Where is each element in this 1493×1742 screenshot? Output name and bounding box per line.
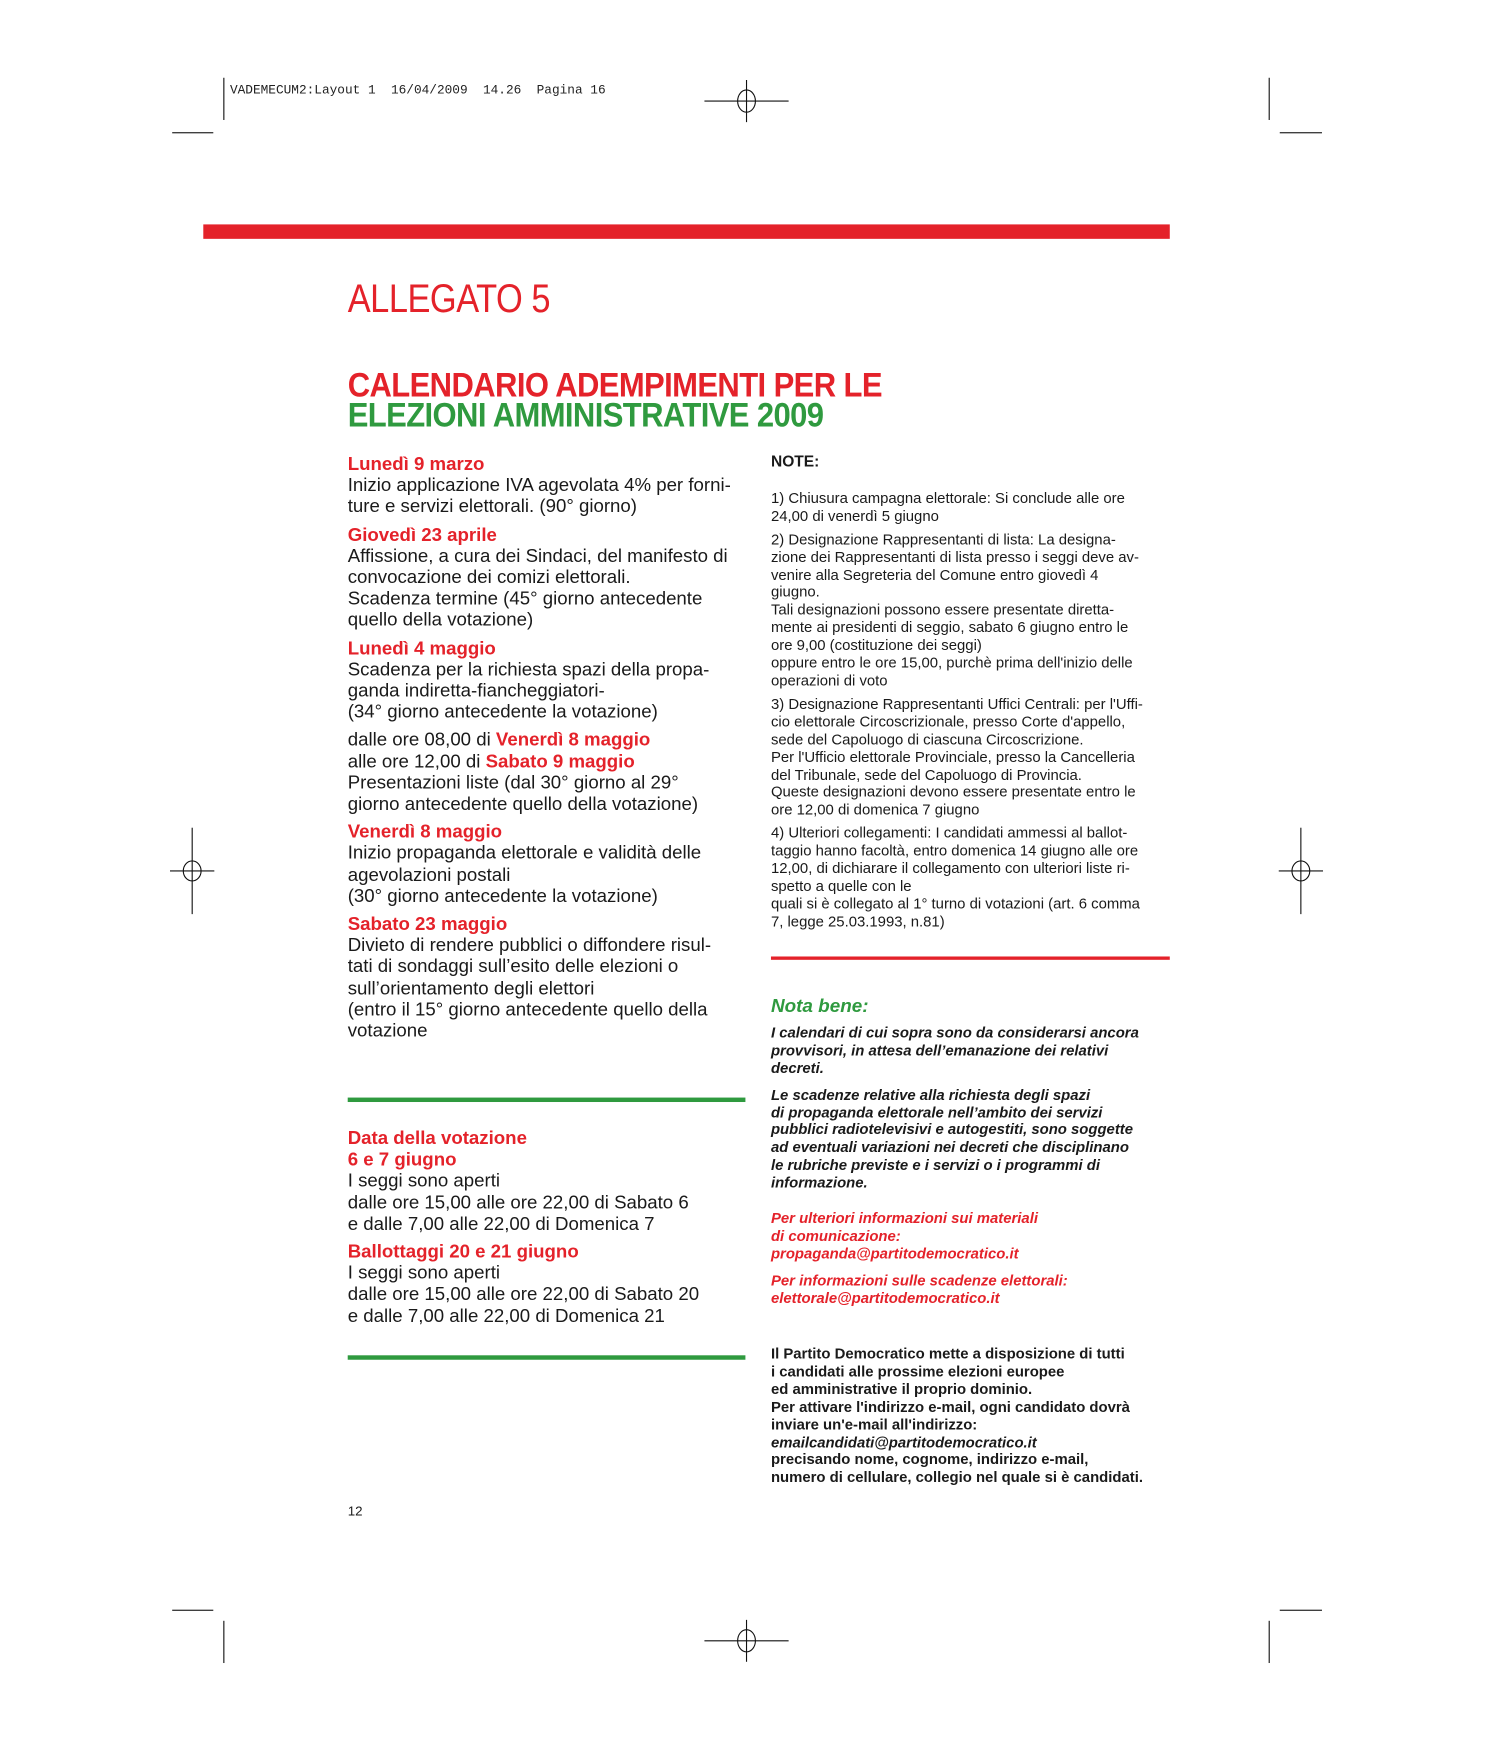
- registration-mark-icon: [704, 1620, 788, 1662]
- text-line: propaganda@partitodemocratico.it: [770, 1245, 1019, 1262]
- text-line: 24,00 di venerdì 5 giugno: [770, 507, 939, 525]
- text-line: Tali designazioni possono essere presentate diretta-: [770, 601, 1115, 619]
- voting-heading: 6 e 7 giugno: [347, 1148, 457, 1171]
- calendar-date: Lunedì 4 maggio: [347, 637, 496, 659]
- print-slug: VADEMECUM2:Layout 1 16/04/2009 14.26 Pagina 16: [229, 83, 606, 98]
- text-line: provvisori, in attesa dell’emanazione dei relativi: [770, 1041, 1109, 1059]
- text-line: venire alla Segreteria del Comune entro giovedì 4: [770, 566, 1099, 583]
- calendar-entry: [348, 453, 753, 517]
- calendar-date: Sabato 9 maggio: [485, 750, 635, 772]
- voting-heading: Ballottaggi 20 e 21 giugno: [347, 1240, 579, 1262]
- text-line: Per l'Ufficio elettorale Provinciale, presso la Cancelleria: [770, 748, 1135, 765]
- text-line: cio elettorale Circoscrizionale, presso Corte d'appello,: [770, 712, 1126, 730]
- page-number: 12: [347, 1503, 363, 1519]
- note-item: [771, 531, 1173, 690]
- text-line: Presentazioni liste (dal 30° giorno al 29°: [347, 771, 679, 794]
- text-line: sede del Capoluogo di ciascuna Circoscrizione.: [770, 730, 1084, 748]
- text-line: ore 9,00 (costituzione dei seggi): [770, 636, 982, 654]
- headline-line-2: ELEZIONI AMMINISTRATIVE 2009: [347, 395, 824, 435]
- text-line: ganda indiretta-fiancheggiatori-: [347, 679, 605, 702]
- page-headline: [347, 365, 882, 435]
- headline-line-1: CALENDARIO ADEMPIMENTI PER LE: [347, 365, 882, 405]
- calendar-entry: [348, 729, 753, 814]
- text-line: Scadenza termine (45° giorno antecedente: [347, 587, 703, 610]
- text-line: quali si è collegato al 1° turno di votazioni (art. 6 comma: [770, 895, 1140, 912]
- text-line: mente ai presidenti di seggio, sabato 6 giugno entro le: [770, 619, 1129, 636]
- text-line: giugno.: [770, 583, 820, 601]
- contact-info: [771, 1272, 1173, 1307]
- calendar-entry: [348, 524, 753, 631]
- text-line: ed amministrative il proprio dominio.: [770, 1380, 1033, 1398]
- text-line: 12,00, di dichiarare il collegamento con ulteriori liste ri-: [770, 859, 1130, 877]
- text-line: e dalle 7,00 alle 22,00 di Domenica 21: [347, 1304, 665, 1326]
- text-fragment: alle ore 12,00 di: [347, 750, 486, 772]
- text-line: precisando nome, cognome, indirizzo e-mail,: [770, 1451, 1089, 1468]
- text-line: dalle ore 15,00 alle ore 22,00 di Sabato 6: [347, 1191, 689, 1213]
- nota-bene-paragraph: [771, 1024, 1173, 1077]
- text-line: del Tribunale, sede del Capoluogo di Provincia.: [770, 765, 1082, 783]
- top-red-bar: [203, 224, 1169, 238]
- text-line: Scadenza per la richiesta spazi della propa-: [347, 658, 710, 680]
- notes-section: [771, 453, 1173, 936]
- text-line: 7, legge 25.03.1993, n.81): [770, 912, 945, 930]
- voting-entry: [348, 1241, 753, 1326]
- mixed-line: [348, 751, 753, 772]
- registration-mark-icon: [170, 828, 214, 915]
- text-line: oppure entro le ore 15,00, purchè prima dell'inizio delle: [770, 654, 1133, 672]
- text-line: 4) Ulteriori collegamenti: I candidati ammessi al ballot-: [770, 824, 1128, 842]
- text-line: ad eventuali variazioni nei decreti che disciplinano: [770, 1139, 1129, 1156]
- text-line: (34° giorno antecedente la votazione): [347, 701, 658, 723]
- calendar-date: Sabato 23 maggio: [347, 913, 508, 935]
- calendar-entry: [348, 821, 753, 906]
- text-line: dalle ore 15,00 alle ore 22,00 di Sabato 20: [347, 1283, 700, 1305]
- text-line: giorno antecedente quello della votazione): [347, 793, 699, 815]
- text-line: e dalle 7,00 alle 22,00 di Domenica 7: [347, 1212, 655, 1235]
- nota-bene-paragraph: [771, 1086, 1173, 1192]
- candidate-email-link[interactable]: emailcandidati@partitodemocratico.it: [770, 1433, 1037, 1451]
- text-line: di comunicazione:: [770, 1227, 901, 1245]
- text-line: zione dei Rappresentanti di lista presso i seggi deve av-: [770, 548, 1139, 566]
- text-line: (30° giorno antecedente la votazione): [347, 885, 658, 907]
- text-line: numero di cellulare, collegio nel quale si è candidati.: [770, 1468, 1143, 1486]
- green-divider: [348, 1355, 746, 1359]
- calendar-column: [348, 453, 753, 1048]
- note-item: [771, 490, 1173, 525]
- voting-entry: [348, 1128, 753, 1235]
- text-line: Per attivare l'indirizzo e-mail, ogni candidato dovrà: [770, 1398, 1130, 1415]
- text-line: i candidati alle prossime elezioni europee: [770, 1362, 1065, 1380]
- text-line: informazione.: [770, 1174, 868, 1192]
- text-line: 3) Designazione Rappresentanti Uffici Centrali: per l'Uffi-: [770, 695, 1143, 712]
- text-line: Per informazioni sulle scadenze elettorali:: [770, 1271, 1068, 1289]
- text-line: Divieto di rendere pubblici o diffondere risul-: [347, 934, 712, 956]
- text-line: ore 12,00 di domenica 7 giugno: [770, 801, 980, 818]
- text-line: 1) Chiusura campagna elettorale: Si conclude alle ore: [770, 489, 1125, 507]
- pd-email-info: [771, 1345, 1173, 1486]
- registration-mark-icon: [704, 80, 788, 122]
- text-line: taggio hanno facoltà, entro domenica 14 giugno alle ore: [770, 842, 1139, 859]
- contact-info: [771, 1210, 1173, 1263]
- calendar-date: Giovedì 23 aprile: [347, 523, 497, 546]
- text-line: agevolazioni postali: [347, 863, 511, 886]
- text-line: le rubriche previste e i servizi o i programmi di: [770, 1156, 1100, 1174]
- text-line: quello della votazione): [347, 609, 534, 631]
- text-fragment: dalle ore 08,00 di: [347, 729, 496, 751]
- text-line: spetto a quelle con le: [770, 877, 912, 895]
- note-item: [771, 695, 1173, 819]
- text-line: Inizio applicazione IVA agevolata 4% per forni-: [347, 474, 731, 496]
- calendar-entry: [348, 913, 753, 1041]
- calendar-date: Venerdì 8 maggio: [495, 729, 651, 751]
- text-line: I seggi sono aperti: [347, 1170, 501, 1192]
- text-line: operazioni di voto: [770, 672, 888, 689]
- text-line: decreti.: [770, 1059, 824, 1077]
- text-line: I seggi sono aperti: [347, 1262, 501, 1284]
- calendar-date: Lunedì 9 marzo: [347, 453, 485, 475]
- text-line: pubblici radiotelevisivi e autogestiti, sono soggette: [770, 1121, 1134, 1139]
- text-line: inviare un'e-mail all'indirizzo:: [770, 1415, 978, 1433]
- calendar-entry: [348, 637, 753, 722]
- nota-bene-title: Nota bene:: [770, 995, 869, 1017]
- text-line: votazione: [347, 1019, 428, 1042]
- voting-dates: [348, 1128, 753, 1333]
- text-line: elettorale@partitodemocratico.it: [770, 1289, 1000, 1307]
- text-line: convocazione dei comizi elettorali.: [347, 566, 631, 588]
- calendar-date: Venerdì 8 maggio: [347, 821, 503, 843]
- voting-heading: Data della votazione: [347, 1127, 527, 1149]
- annex-title: ALLEGATO 5: [347, 275, 551, 322]
- red-divider: [771, 956, 1170, 959]
- text-line: Inizio propaganda elettorale e validità delle: [347, 842, 702, 864]
- mixed-line: [348, 729, 753, 750]
- text-line: Queste designazioni devono essere presentate entro le: [770, 783, 1136, 801]
- notes-title: NOTE:: [770, 452, 820, 470]
- text-line: di propaganda elettorale nell’ambito dei servizi: [770, 1103, 1103, 1121]
- text-line: 2) Designazione Rappresentanti di lista: La designa-: [770, 530, 1116, 548]
- nota-bene-section: [770, 995, 1173, 1316]
- text-line: I calendari di cui sopra sono da considerarsi ancora: [770, 1024, 1139, 1041]
- note-item: [771, 825, 1173, 931]
- text-line: (entro il 15° giorno antecedente quello della: [347, 998, 708, 1020]
- registration-mark-icon: [1279, 828, 1323, 915]
- text-line: Per ulteriori informazioni sui materiali: [770, 1209, 1038, 1227]
- green-divider: [348, 1098, 746, 1102]
- text-line: Affissione, a cura dei Sindaci, del manifesto di: [347, 545, 728, 567]
- text-line: Il Partito Democratico mette a disposizione di tutti: [770, 1345, 1125, 1362]
- text-line: sull’orientamento degli elettori: [347, 977, 595, 999]
- text-line: tati di sondaggi sull’esito delle elezioni o: [347, 955, 679, 978]
- text-line: ture e servizi elettorali. (90° giorno): [347, 495, 637, 518]
- text-line: Le scadenze relative alla richiesta degli spazi: [770, 1086, 1091, 1103]
